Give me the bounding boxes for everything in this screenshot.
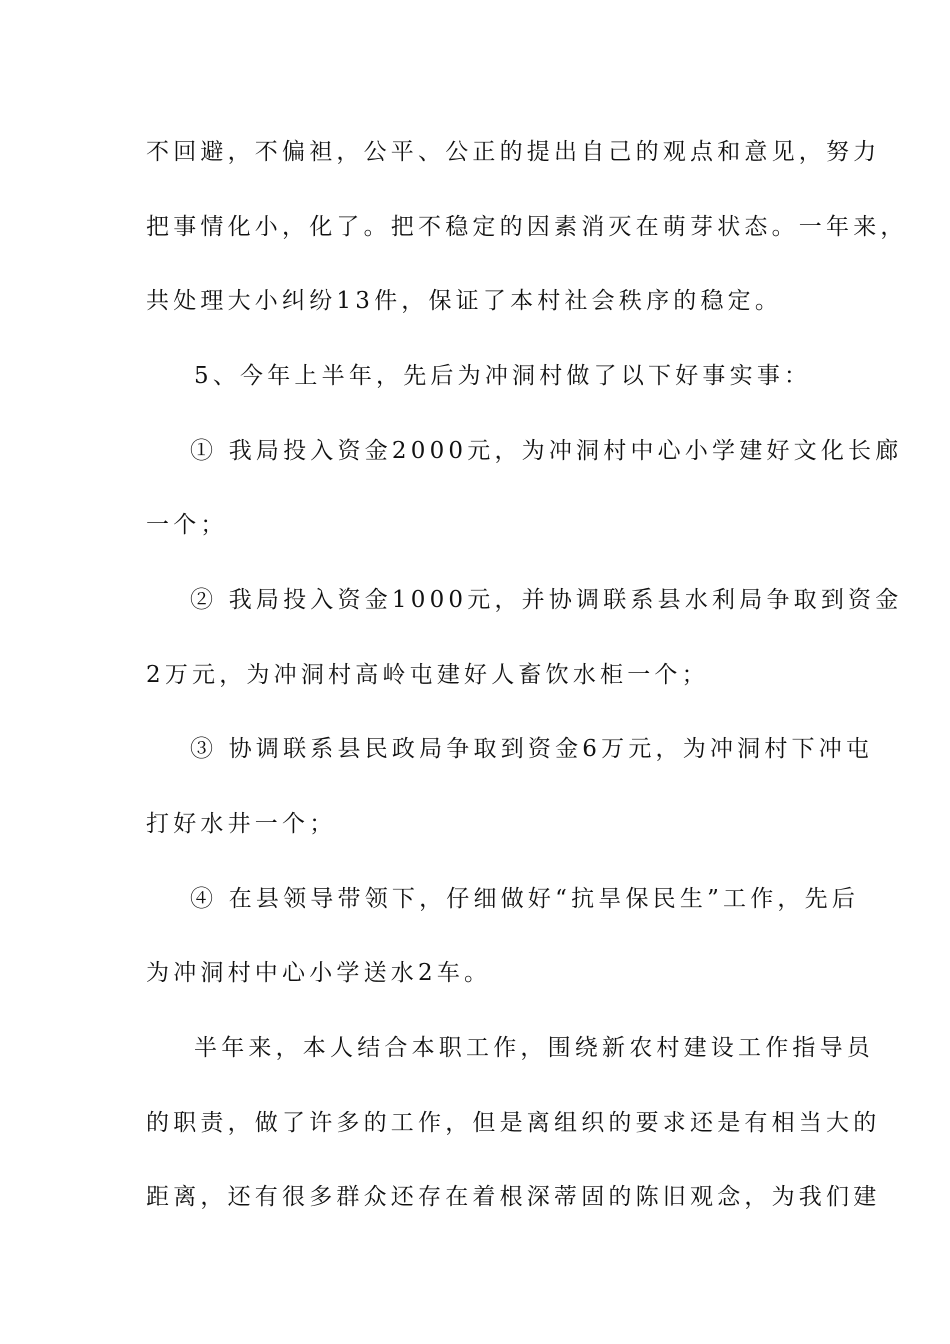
text-line: 的职责，做了许多的工作，但是离组织的要求还是有相当大的 <box>146 1110 881 1136</box>
list-item-line: ③ 协调联系县民政局争取到资金6万元，为冲洞村下冲屯 <box>190 736 874 762</box>
text-line: 共处理大小纠纷13件，保证了本村社会秩序的稳定。 <box>146 288 783 314</box>
text-line: 不回避，不偏袒，公平、公正的提出自己的观点和意见，努力 <box>146 139 881 165</box>
text-line: 距离，还有很多群众还存在着根深蒂固的陈旧观念，为我们建 <box>146 1184 881 1210</box>
text-line: 2万元，为冲洞村高岭屯建好人畜饮水柜一个； <box>146 662 709 688</box>
text-line: 打好水井一个； <box>146 811 337 837</box>
text-line: 一个； <box>146 512 228 538</box>
paragraph-start-line: 半年来，本人结合本职工作，围绕新农村建设工作指导员 <box>194 1035 874 1061</box>
text-line: 把事情化小，化了。把不稳定的因素消灭在萌芽状态。一年来， <box>146 214 908 240</box>
list-item-line: ② 我局投入资金1000元，并协调联系县水利局争取到资金 <box>190 587 903 613</box>
list-item-line: ④ 在县领导带领下，仔细做好“抗旱保民生”工作，先后 <box>190 886 860 912</box>
paragraph-start-line: 5、今年上半年，先后为冲洞村做了以下好事实事： <box>194 363 812 389</box>
list-item-line: ① 我局投入资金2000元，为冲洞村中心小学建好文化长廊 <box>190 438 903 464</box>
text-line: 为冲洞村中心小学送水2车。 <box>146 960 492 986</box>
